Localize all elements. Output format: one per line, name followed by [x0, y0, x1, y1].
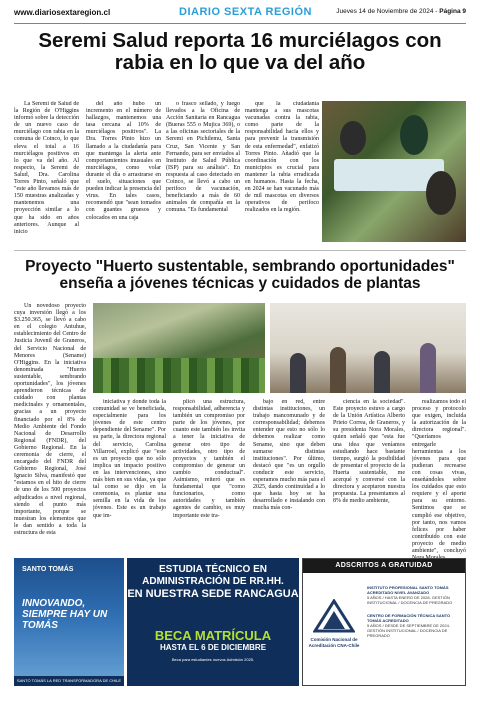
website-url[interactable]: www.diariosextaregion.cl — [14, 8, 111, 17]
article2-headline: Proyecto "Huerto sustentable, sembrando oportunidades" enseña a jóvenes técnicas y cuidados de plantas — [25, 258, 455, 292]
ad-subheadline: EN NUESTRA SEDE RANCAGUA — [127, 588, 299, 600]
newspaper-name: DIARIO SEXTA REGIÓN — [179, 6, 312, 18]
ad-santo-tomas[interactable] — [14, 558, 124, 686]
cna-org-name: Comisión Nacional de Acreditación CNA-Chile — [308, 637, 360, 648]
article2-column-4-text: bajo en red, entre distintas instituciones, un trabajo mancomunado y de corresponsabilidad; debemos entender que esto no sólo lo debemos realizar como Sename, sino que deben sumarse distintas instituciones". Por último, destacó que "es un orgullo conducir este servicio, esperamos mucho más para el 2025, dando continuidad a lo que hasta hoy se ha desarrollado e instalando con mucha más con- — [253, 399, 325, 512]
article2-column-2-text: iniciativa y donde toda la comunidad se ve beneficiada, especialmente para los jóvenes de este centro dependiente del Sename". Por su parte, la directora regional del servicio, Carolina Villarroel, explicó que "este es un proyecto que no sólo implica un impacto positivo en las intervenciones, sino más bien en sus vidas, ya que tal como se dijo en la ceremonia, es plantar una semilla en la vida de los jóvenes. Este es un trabajo que im- — [93, 399, 166, 519]
article2-column-1-text: Un novedoso proyecto cuya inversión llegó a los $3.250.365, se llevó a cabo en el colegio Antuhue, establecimiento del Centro de Justicia Juvenil de Graneros, del Servicio Nacional de Menores (Sename) O'Higgins. En la iniciativa denominada "Huerto sustentable, sembrando oportunidades", los jóvenes aprendieron técnicas de cuidado con plantas medicinales y ornamentales, gracias a un proyecto financiado por el 8% de Medio Ambiente del Fondo Nacional de Desarrollo Regional (FNDR), del Gobierno Regional. En la ceremonia de cierre, el encargado del FNDR del Gobierno Regional, José Ignacio Silva, manifestó que "estamos en el hito de cierre de uno de los 500 proyectos adjudicados a nivel regional, siendo el punto más importante, porque se muestran los elementos que le dan sentido a toda la estructura de esta — [14, 303, 86, 536]
article1-photo — [322, 101, 466, 242]
photo-person-shape — [340, 121, 366, 155]
accreditation-1-text: 5 AÑOS / HASTA ENERO DE 2028. GESTIÓN INSTITUCIONAL / DOCENCIA DE PREGRADO — [367, 595, 453, 605]
article2-column-1 — [14, 303, 86, 537]
article1-column-1-text: La Seremi de Salud de la Región de O'Higgins informó sobre la detección de un nuevo caso de murciélago con rabia en la comuna de Coinco, lo que eleva el total a 16 murciélagos positivos en lo que va del año. Al respecto, la Seremi de Salud, Dra. Carolina Torres Pinto, señaló que "este año llevamos más de 150 muestras analizadas y mantenemos una proyección similar a lo que ha sido en años anteriores. Aunque al inicio — [14, 101, 79, 235]
article2-body — [14, 303, 466, 554]
cna-logo-icon — [313, 599, 355, 633]
article1-column-3-text: o frasco sellado, y luego llevados a la Oficina de Acción Sanitaria en Rancagua (Bueras 555 o Mujica 369), o a las oficinas sectoriales de la Seremi en Pichilemu, Santa Cruz, San Vicente y San Fernando, para ser enviados al Instituto de Salud Pública (ISP) para su análisis". En respuesta al caso detectado en Coinco, se llevó a cabo un perifoco de vacunación, beneficiando a más de 60 animales de compañía en la comuna. "Es fundamental — [166, 101, 240, 214]
ad-estudia-tecnico[interactable] — [127, 558, 299, 686]
article2-column-3 — [173, 399, 245, 520]
ad-footer: SANTO TOMÁS LA RED TRANSFORMADORA DE CHILE — [14, 676, 124, 686]
header-divider — [14, 23, 466, 24]
article1-headline: Seremi Salud reporta 16 murciélagos con rabia en lo que va del año — [38, 29, 442, 74]
issue-date — [336, 8, 466, 15]
santo-tomas-logo: SANTO TOMÁS — [22, 566, 74, 573]
article1-column-1 — [14, 101, 79, 236]
article2-column-2 — [93, 399, 166, 520]
article1-column-4-text: que la ciudadanía mantenga a sus mascotas vacunadas contra la rabia, como parte de la responsabilidad hacia ellos y para prevenir la transmisión de esta enfermedad", enfatizó Torres Pinto. Añadió que la coordinación con los municipios es crucial para mantener la rabia erradicada en humanos. Hasta la fecha, en 2024 se han vacunado más de mil mascotas en diversos operativos de perifoco realizados en la región. — [245, 101, 319, 214]
page-header — [14, 8, 466, 22]
ad-slogan: INNOVANDO, SIEMPRE HAY UN TOMÁS — [22, 598, 108, 631]
ad-beca-date: HASTA EL 6 DE DICIEMBRE — [159, 643, 267, 652]
ad-fine-print: Beca para estudiantes nuevos Admisión 2025. — [171, 657, 255, 662]
advertisement-strip — [14, 558, 466, 688]
article1-column-4 — [245, 101, 319, 215]
ad-headline: ESTUDIA TÉCNICO EN ADMINISTRACIÓN DE RR.HH. — [142, 564, 284, 587]
ad-beca-title: BECA MATRÍCULA — [154, 628, 272, 643]
issue-date-text: Jueves 14 de Noviembre de 2024 - — [336, 8, 438, 15]
ad-gratuidad[interactable] — [302, 558, 466, 686]
article1-body — [14, 101, 319, 243]
article2-column-3-text: plicó una estructura, responsabilidad, adherencia y también un compromiso por parte de los jóvenes, por cuanto este también les invita a tener la iniciativa de generar otro tipo de actividades, otro tipo de proyectos y también el compromiso de generar un cambio conductual". Asimismo, reiteró que es fundamental que "como funcionarios, como autoridades y también agentes de cambio, es muy importante este tra- — [173, 399, 245, 519]
article2-column-5 — [333, 399, 405, 505]
article2-column-6 — [412, 399, 466, 562]
ad-beca-block — [127, 620, 299, 686]
ad-accreditation-info — [367, 585, 461, 638]
ad-gratuidad-title: ADSCRITOS A GRATUIDAD — [303, 559, 465, 573]
article2-column-5-text: ciencia en la sociedad". Este proyecto estuvo a cargo de la Unión Artística Alberto Prieto Correa, de Graneros, y su presidenta Nora Morales, quien señaló que "esta fue una idea que veníamos estudiando hace bastante tiempo, surgió la posibilidad de presentar el proyecto de la Huerta sustentable, me acerqué y conversé con la directora y aceptaron nuestra propuesta. La presentamos al 8% de medio ambiente, — [333, 399, 405, 505]
spacer — [367, 605, 461, 613]
article1-column-2 — [86, 101, 161, 222]
article2-column-6-text: realizamos todo el proceso y protocolo que exigen, incluida la autorización de la directora regional". "Queríamos entregarle herramientas a los jóvenes para que pudieran recrearse con cosas vivas, enseñándoles sobre los cuidados que esto requiere y el aporte para su entorno. Sentimos que se cumplió ese objetivo, por tanto, nos vamos felices por haber contribuido con este proyecto de medio ambiente", concluyó — [412, 399, 466, 554]
article1-column-3 — [166, 101, 240, 215]
accreditation-2-text: 5 AÑOS / DESDE DE SEPTIEMBRE DE 2024. GESTIÓN INSTITUCIONAL / DOCENCIA DE PREGRADO — [367, 623, 450, 638]
accreditation-2-title: CENTRO DE FORMACIÓN TÉCNICA SANTO TOMÁS ACREDITADO — [367, 613, 451, 623]
photo-person-shape — [400, 115, 428, 155]
article-separator — [14, 250, 466, 251]
article1-column-2-text: del año hubo un incremento en el número de hallazgos, mantenemos una tasa cercana al 10% de murciélagos positivos". La Dra. Torres Pinto hizo un llamado a la ciudadanía para que mantenga la alerta ante comportamientos inusuales en murciélagos, como volar durante el día o arrastrarse en el suelo, situaciones que pueden indicar la presencia del virus. En tales casos, recomendó que "sean tomados con guantes gruesos y colocados en una caja — [86, 101, 161, 221]
ad-top-block — [127, 558, 299, 620]
accreditation-1-title: INSTITUTO PROFESIONAL SANTO TOMÁS ACREDITADO NIVEL AVANZADO — [367, 585, 449, 595]
photo-person-shape — [426, 171, 456, 215]
page-number: Página 9 — [439, 8, 466, 15]
article2-column-4 — [253, 399, 325, 513]
